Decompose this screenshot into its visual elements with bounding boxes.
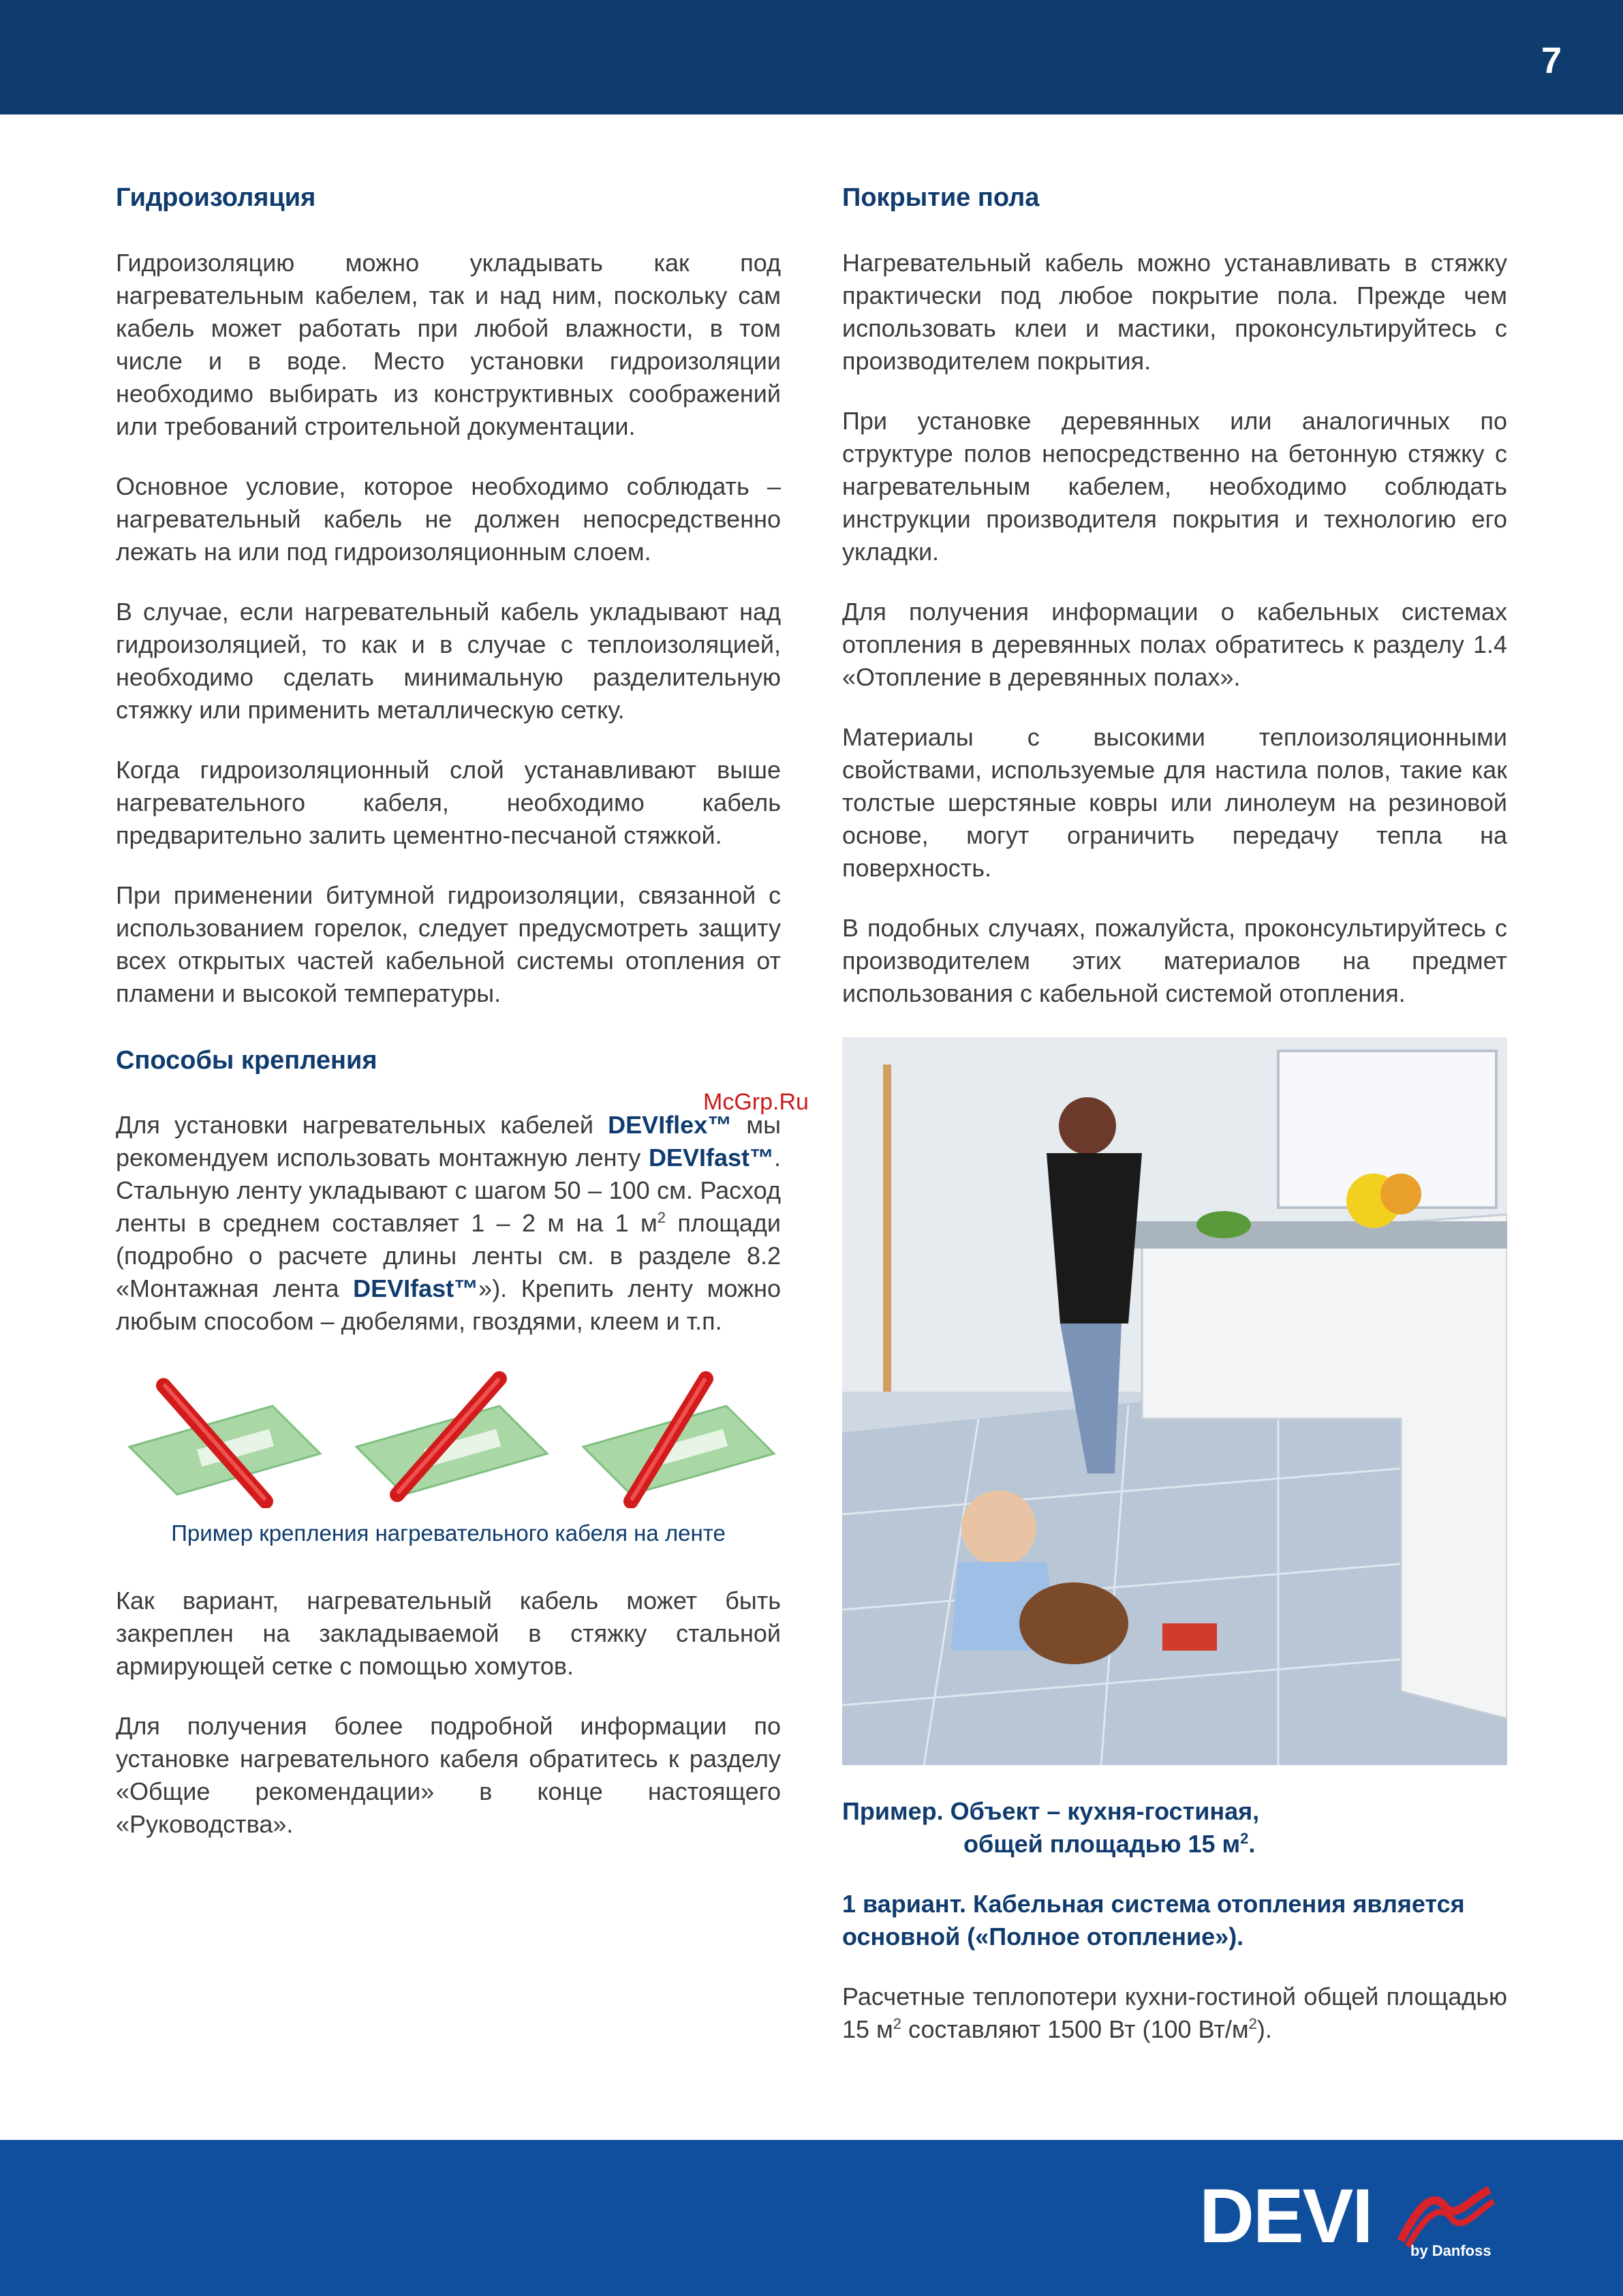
paragraph-heat-loss: Расчетные теплопотери кухни-гостиной общей площадью 15 $м^2$ составляют 1500 Вт (100 $Вт/м^2$). (842, 1982, 1507, 2043)
example-title: Пример. Объект – кухня-гостиная, общей площадью 15 $м^2$. (842, 1796, 1260, 1858)
paragraph: В подобных случаях, пожалуйста, проконсультируйтесь с производителем этих материалов на предмет использования с кабельной системой отопления. (842, 913, 1507, 1007)
paragraph-fastening: Для установки нагревательных кабелей DEVIflex™ мы рекомендуем использовать монтажную ленту DEVIfast™. Стальную ленту укладывают с шагом 50 – 100 см. Расход ленты в среднем составляет 1 – 2 м на 1 $м^2$ площади (подробно о расчете длины ленты см. в разделе 8.2 «Монтажная лента DEVIfast™»). Крепить ленту можно любым способом – дюбелями, гвоздями, клеем и т.п. (116, 1111, 782, 1336)
brand-devifast: DEVIfast™ (648, 1144, 774, 1172)
fastener-image (116, 1365, 327, 1508)
header-bar (0, 0, 1623, 114)
section-heading-floor-covering: Покрытие пола (842, 183, 1040, 212)
devi-logo (1199, 2174, 1519, 2263)
paragraph: В случае, если нагревательный кабель укладывают над гидроизоляцией, то как и в случае с теплоизоляцией, необходимо сделать минимальную разделительную стяжку или применить металлическую сетку. (116, 597, 781, 724)
paragraph: Для получения информации о кабельных системах отопления в деревянных полах обратитесь к разделу 1.4 «Отопление в деревянных полах». (842, 597, 1507, 691)
figure-caption: Пример крепления нагревательного кабеля на ленте (171, 1520, 726, 1546)
right-column (842, 183, 1507, 2073)
paragraph: Нагревательный кабель можно устанавливать в стяжку практически под любое покрытие пола. Прежде чем использовать клеи и мастики, проконсультируйтесь с производителем покрытия. (842, 248, 1507, 375)
fastening-illustrations (116, 1365, 781, 1508)
watermark: McGrp.Ru (703, 1089, 809, 1115)
paragraph: Когда гидроизоляционный слой устанавливают выше нагревательного кабеля, необходимо кабель предварительно залить цементно-песчаной стяжкой. (116, 755, 781, 849)
left-column (116, 183, 781, 1868)
brand-devifast: DEVIfast™ (353, 1274, 479, 1303)
page-number: 7 (1541, 40, 1562, 81)
kitchen-photo (842, 1037, 1507, 1765)
paragraph: Материалы с высокими теплоизоляционными свойствами, используемые для настила полов, такие как толстые шерстяные ковры или линолеум на резиновой основе, могут ограничить передачу тепла на поверхность. (842, 722, 1507, 882)
fastener-image (570, 1365, 781, 1508)
logo-mark-icon (1394, 2186, 1496, 2248)
brand-deviflex: DEVIflex™ (608, 1111, 732, 1139)
logo-subtitle: by Danfoss (1410, 2242, 1491, 2259)
fastener-image (343, 1365, 554, 1508)
paragraph: При установке деревянных или аналогичных по структуре полов непосредственно на бетонную стяжку с нагревательным кабелем, необходимо соблюдать инструкции производителя покрытия и технологию его укладки. (842, 406, 1507, 566)
section-heading-waterproofing: Гидроизоляция (116, 183, 316, 212)
paragraph: При применении битумной гидроизоляции, связанной с использованием горелок, следует предусмотреть защиту всех открытых частей кабельной системы отопления от пламени и высокой температуры. (116, 881, 781, 1007)
logo-text: DEVI (1199, 2173, 1372, 2259)
paragraph: Основное условие, которое необходимо соблюдать – нагревательный кабель не должен непосредственно лежать на или под гидроизоляционным слоем. (116, 472, 781, 566)
section-heading-fastening: Способы крепления (116, 1045, 377, 1075)
paragraph: Как вариант, нагревательный кабель может быть закреплен на закладываемой в стяжку стальной армирующей сетке с помощью хомутов. (116, 1587, 781, 1681)
paragraph: Гидроизоляцию можно укладывать как под нагревательным кабелем, так и над ним, поскольку сам кабель может работать при любой влажности, в том числе и в воде. Место установки гидроизоляции необходимо выбирать из конструктивных соображений или требований строительной документации. (116, 248, 781, 440)
variant-title: 1 вариант. Кабельная система отопления является основной («Полное отопление»). (842, 1889, 1465, 1950)
paragraph: Для получения более подробной информации по установке нагревательного кабеля обратитесь к разделу «Общие рекомендации» в конце настоящего «Руководства». (116, 1712, 781, 1839)
footer-bar (0, 2140, 1623, 2296)
